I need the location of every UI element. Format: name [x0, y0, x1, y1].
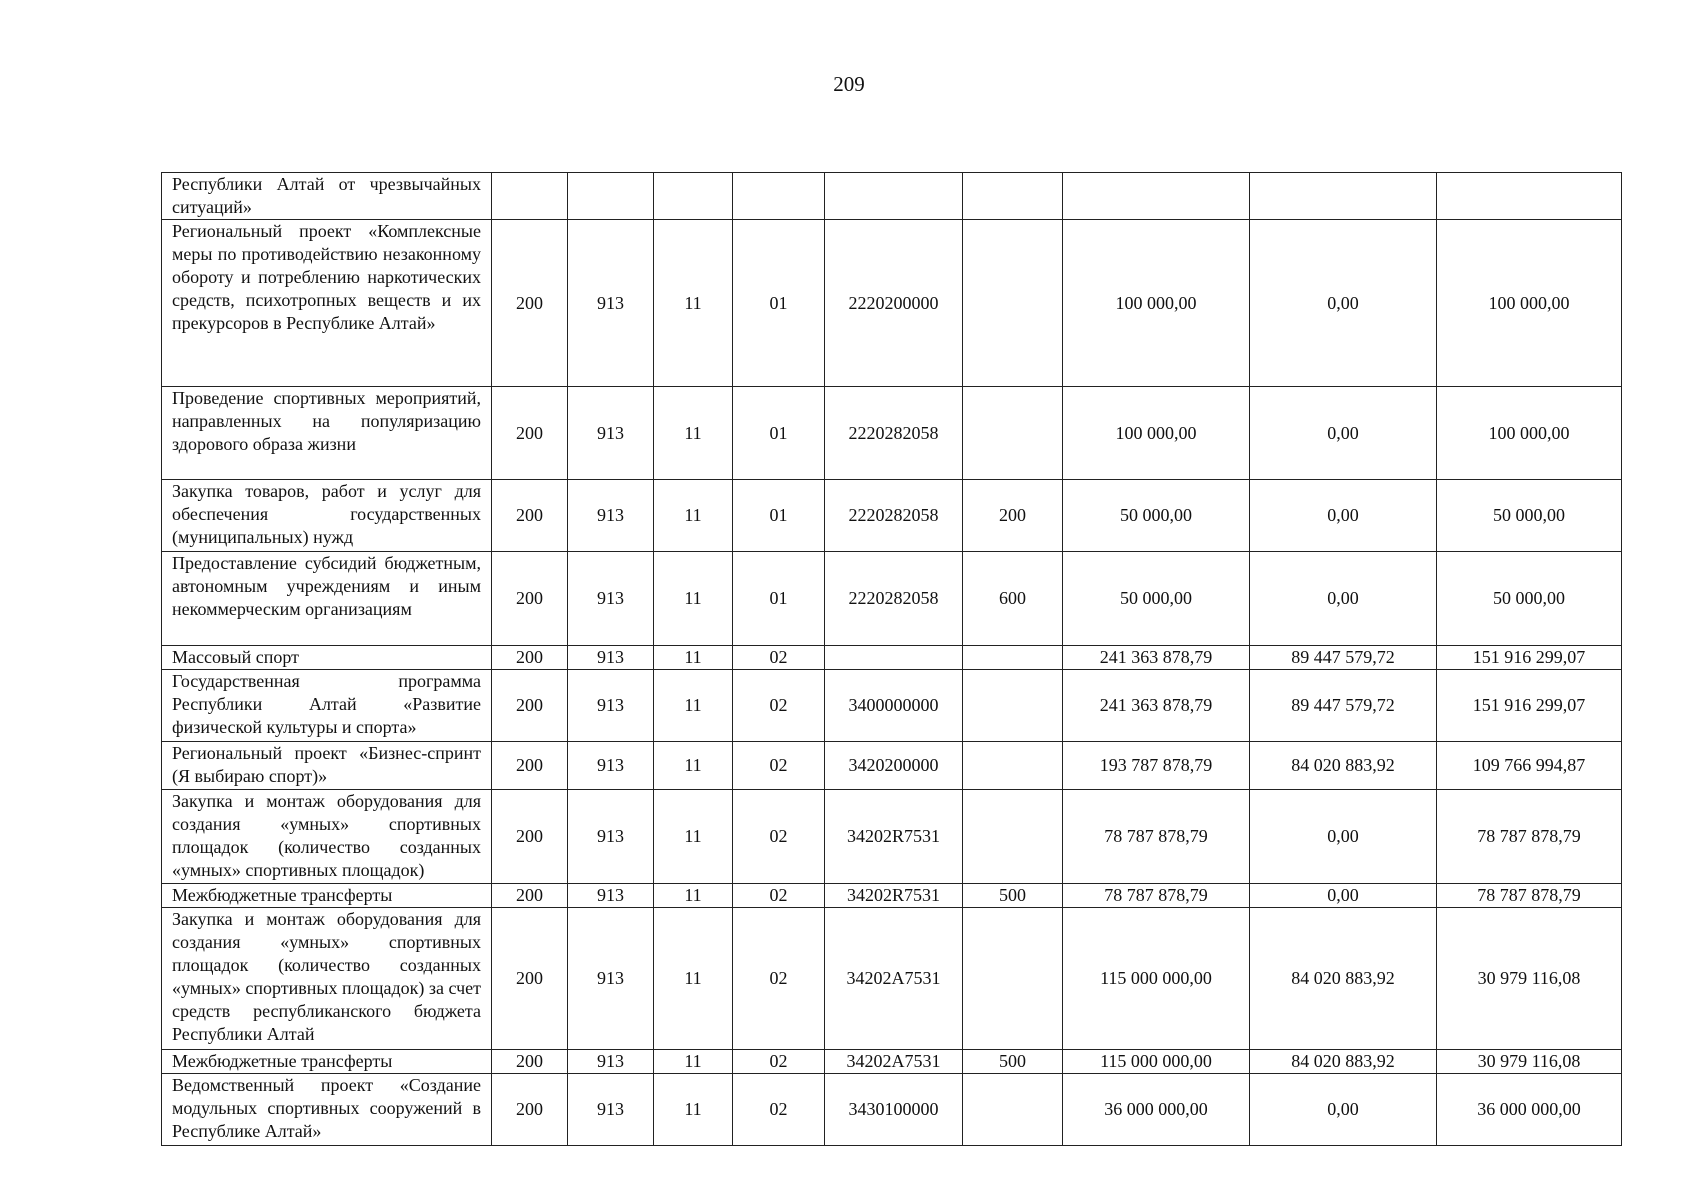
section-code-cell: 11 [654, 646, 733, 670]
amount-total-cell: 241 363 878,79 [1063, 646, 1250, 670]
amount-third-cell [1437, 173, 1622, 220]
admin-code-cell: 200 [492, 908, 568, 1050]
amount-total-cell: 241 363 878,79 [1063, 670, 1250, 742]
expense-type-cell [963, 646, 1063, 670]
admin-code-cell: 200 [492, 387, 568, 480]
section-code-cell: 11 [654, 387, 733, 480]
amount-third-cell: 30 979 116,08 [1437, 1050, 1622, 1074]
amount-second-cell: 0,00 [1250, 480, 1437, 552]
table-row [162, 173, 1622, 220]
admin-code-cell: 200 [492, 884, 568, 908]
amount-total-cell: 100 000,00 [1063, 387, 1250, 480]
department-code-cell: 913 [568, 552, 654, 646]
amount-third-cell: 109 766 994,87 [1437, 742, 1622, 790]
subsection-code-cell: 02 [733, 1074, 825, 1146]
page-number: 209 [833, 72, 865, 96]
table-row [162, 1074, 1622, 1146]
section-code-cell: 11 [654, 742, 733, 790]
target-article-cell: 3430100000 [825, 1074, 963, 1146]
section-code-cell: 11 [654, 220, 733, 387]
row-name-cell: Государственная программа Республики Алтай «Развитие физической культуры и спорта» [162, 670, 492, 742]
department-code-cell: 913 [568, 670, 654, 742]
amount-third-cell: 78 787 878,79 [1437, 884, 1622, 908]
amount-third-cell: 78 787 878,79 [1437, 790, 1622, 884]
subsection-code-cell: 02 [733, 670, 825, 742]
department-code-cell: 913 [568, 884, 654, 908]
amount-total-cell: 50 000,00 [1063, 480, 1250, 552]
expense-type-cell [963, 670, 1063, 742]
admin-code-cell: 200 [492, 790, 568, 884]
table-row [162, 790, 1622, 884]
expense-type-cell [963, 742, 1063, 790]
row-name-cell: Проведение спортивных мероприятий, направленных на популяризацию здорового образа жизни [162, 387, 492, 480]
department-code-cell: 913 [568, 1050, 654, 1074]
amount-total-cell: 193 787 878,79 [1063, 742, 1250, 790]
expense-type-cell: 500 [963, 884, 1063, 908]
amount-third-cell: 50 000,00 [1437, 552, 1622, 646]
subsection-code-cell: 02 [733, 790, 825, 884]
subsection-code-cell [733, 173, 825, 220]
row-name-cell: Межбюджетные трансферты [162, 884, 492, 908]
table-row [162, 670, 1622, 742]
subsection-code-cell: 02 [733, 1050, 825, 1074]
amount-total-cell: 50 000,00 [1063, 552, 1250, 646]
section-code-cell: 11 [654, 1050, 733, 1074]
table-row [162, 1050, 1622, 1074]
target-article-cell: 2220200000 [825, 220, 963, 387]
amount-second-cell: 84 020 883,92 [1250, 908, 1437, 1050]
section-code-cell: 11 [654, 480, 733, 552]
table-row [162, 387, 1622, 480]
amount-total-cell: 115 000 000,00 [1063, 908, 1250, 1050]
target-article-cell: 34202R7531 [825, 790, 963, 884]
subsection-code-cell: 02 [733, 908, 825, 1050]
amount-third-cell: 30 979 116,08 [1437, 908, 1622, 1050]
expense-type-cell [963, 173, 1063, 220]
row-name-cell: Региональный проект «Комплексные меры по противодействию незаконному обороту и потреблению наркотических средств, психотропных веществ и их прекурсоров в Республике Алтай» [162, 220, 492, 387]
expense-type-cell [963, 790, 1063, 884]
expense-type-cell: 500 [963, 1050, 1063, 1074]
amount-second-cell: 0,00 [1250, 790, 1437, 884]
row-name-cell: Закупка и монтаж оборудования для создания «умных» спортивных площадок (количество созданных «умных» спортивных площадок) [162, 790, 492, 884]
amount-second-cell: 0,00 [1250, 387, 1437, 480]
subsection-code-cell: 01 [733, 552, 825, 646]
expense-type-cell [963, 908, 1063, 1050]
row-name-cell: Межбюджетные трансферты [162, 1050, 492, 1074]
row-name-cell: Предоставление субсидий бюджетным, автономным учреждениям и иным некоммерческим организациям [162, 552, 492, 646]
admin-code-cell: 200 [492, 552, 568, 646]
target-article-cell: 34202A7531 [825, 908, 963, 1050]
target-article-cell: 2220282058 [825, 552, 963, 646]
amount-second-cell: 89 447 579,72 [1250, 646, 1437, 670]
department-code-cell [568, 173, 654, 220]
section-code-cell [654, 173, 733, 220]
amount-third-cell: 36 000 000,00 [1437, 1074, 1622, 1146]
amount-total-cell: 115 000 000,00 [1063, 1050, 1250, 1074]
amount-second-cell: 89 447 579,72 [1250, 670, 1437, 742]
section-code-cell: 11 [654, 908, 733, 1050]
amount-total-cell: 100 000,00 [1063, 220, 1250, 387]
amount-total-cell: 78 787 878,79 [1063, 790, 1250, 884]
amount-third-cell: 100 000,00 [1437, 387, 1622, 480]
amount-total-cell: 78 787 878,79 [1063, 884, 1250, 908]
target-article-cell [825, 646, 963, 670]
row-name-cell: Ведомственный проект «Создание модульных спортивных сооружений в Республике Алтай» [162, 1074, 492, 1146]
admin-code-cell: 200 [492, 1050, 568, 1074]
admin-code-cell: 200 [492, 480, 568, 552]
department-code-cell: 913 [568, 1074, 654, 1146]
department-code-cell: 913 [568, 908, 654, 1050]
row-name-cell: Закупка товаров, работ и услуг для обеспечения государственных (муниципальных) нужд [162, 480, 492, 552]
budget-table [161, 172, 1622, 1146]
row-name-cell: Закупка и монтаж оборудования для создания «умных» спортивных площадок (количество созданных «умных» спортивных площадок) за счет средств республиканского бюджета Республики Алтай [162, 908, 492, 1050]
subsection-code-cell: 01 [733, 387, 825, 480]
target-article-cell: 3400000000 [825, 670, 963, 742]
admin-code-cell [492, 173, 568, 220]
expense-type-cell [963, 1074, 1063, 1146]
amount-second-cell: 84 020 883,92 [1250, 742, 1437, 790]
amount-second-cell: 0,00 [1250, 220, 1437, 387]
admin-code-cell: 200 [492, 670, 568, 742]
amount-third-cell: 100 000,00 [1437, 220, 1622, 387]
amount-third-cell: 151 916 299,07 [1437, 670, 1622, 742]
table-row [162, 220, 1622, 387]
expense-type-cell [963, 220, 1063, 387]
amount-second-cell: 84 020 883,92 [1250, 1050, 1437, 1074]
expense-type-cell: 200 [963, 480, 1063, 552]
target-article-cell: 34202R7531 [825, 884, 963, 908]
table-row [162, 480, 1622, 552]
section-code-cell: 11 [654, 552, 733, 646]
expense-type-cell [963, 387, 1063, 480]
amount-total-cell [1063, 173, 1250, 220]
row-name-cell: Республики Алтай от чрезвычайных ситуаций» [162, 173, 492, 220]
target-article-cell: 2220282058 [825, 480, 963, 552]
amount-third-cell: 151 916 299,07 [1437, 646, 1622, 670]
row-name-cell: Региональный проект «Бизнес-спринт (Я выбираю спорт)» [162, 742, 492, 790]
amount-total-cell: 36 000 000,00 [1063, 1074, 1250, 1146]
amount-second-cell: 0,00 [1250, 884, 1437, 908]
row-name-cell: Массовый спорт [162, 646, 492, 670]
table-body [162, 173, 1622, 1146]
amount-second-cell: 0,00 [1250, 1074, 1437, 1146]
department-code-cell: 913 [568, 742, 654, 790]
target-article-cell: 2220282058 [825, 387, 963, 480]
amount-third-cell: 50 000,00 [1437, 480, 1622, 552]
target-article-cell: 34202A7531 [825, 1050, 963, 1074]
subsection-code-cell: 02 [733, 742, 825, 790]
amount-second-cell: 0,00 [1250, 552, 1437, 646]
amount-second-cell [1250, 173, 1437, 220]
subsection-code-cell: 02 [733, 646, 825, 670]
subsection-code-cell: 02 [733, 884, 825, 908]
department-code-cell: 913 [568, 790, 654, 884]
admin-code-cell: 200 [492, 646, 568, 670]
table-row [162, 908, 1622, 1050]
subsection-code-cell: 01 [733, 220, 825, 387]
section-code-cell: 11 [654, 670, 733, 742]
table-row [162, 646, 1622, 670]
table-row [162, 552, 1622, 646]
table-row [162, 884, 1622, 908]
expense-type-cell: 600 [963, 552, 1063, 646]
target-article-cell: 3420200000 [825, 742, 963, 790]
admin-code-cell: 200 [492, 220, 568, 387]
department-code-cell: 913 [568, 220, 654, 387]
department-code-cell: 913 [568, 646, 654, 670]
target-article-cell [825, 173, 963, 220]
department-code-cell: 913 [568, 480, 654, 552]
section-code-cell: 11 [654, 1074, 733, 1146]
section-code-cell: 11 [654, 790, 733, 884]
department-code-cell: 913 [568, 387, 654, 480]
section-code-cell: 11 [654, 884, 733, 908]
admin-code-cell: 200 [492, 1074, 568, 1146]
table-row [162, 742, 1622, 790]
admin-code-cell: 200 [492, 742, 568, 790]
subsection-code-cell: 01 [733, 480, 825, 552]
